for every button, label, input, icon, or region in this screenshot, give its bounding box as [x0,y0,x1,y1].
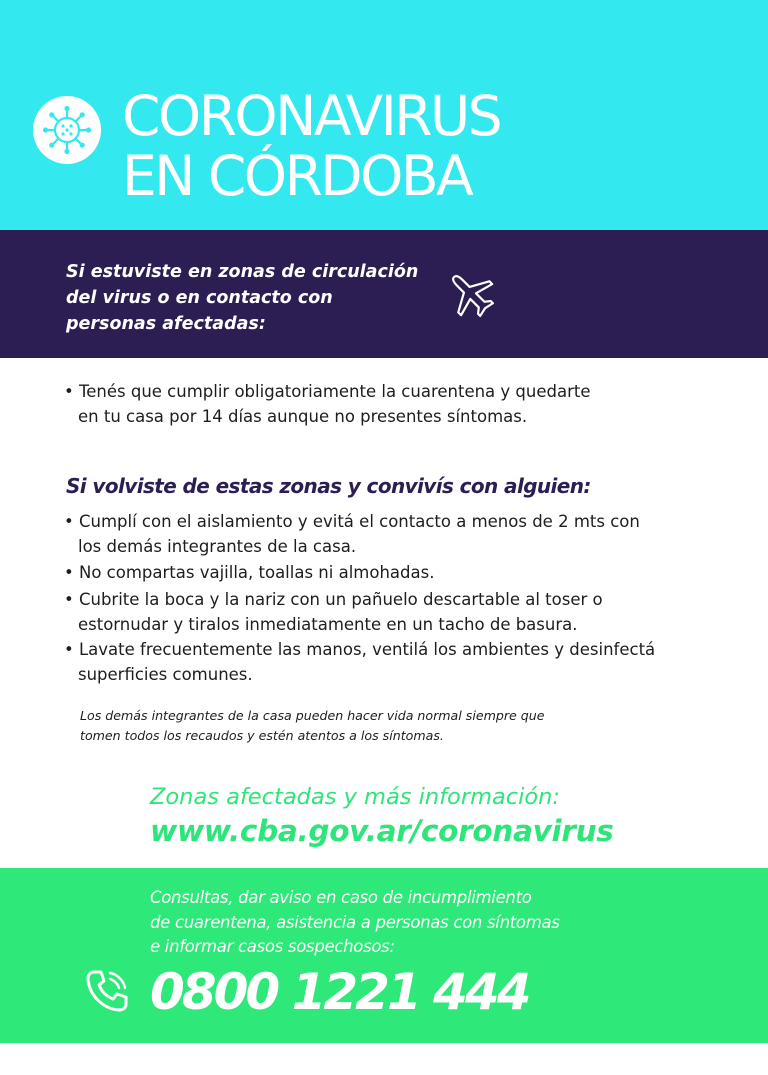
note-line: tomen todos los recaudos y estén atentos a los síntomas. [80,727,444,743]
bullet-line: los demás integrantes de la casa. [78,537,357,556]
band-line: personas afectadas: [66,314,266,334]
phone-icon [84,968,130,1018]
list-item [64,509,640,559]
cohabitation-heading: Si volviste de estas zonas y convivís con alguien: [66,474,591,498]
info-url-link[interactable]: www.cba.gov.ar/coronavirus [150,814,614,848]
footer-line: e informar casos sospechosos: [150,937,395,956]
footer-line: de cuarentena, asistencia a personas con síntomas [150,912,560,932]
bullet-line: en tu casa por 14 días aunque no presentes síntomas. [78,407,528,426]
list-item [64,637,655,687]
bullet-line: • No compartas vajilla, toallas ni almohadas. [64,563,435,582]
page-title [122,86,500,206]
title-line: CORONAVIRUS [122,84,501,148]
title-line: EN CÓRDOBA [122,144,472,208]
bullet-line: • Tenés que cumplir obligatoriamente la cuarentena y quedarte [64,382,591,401]
airplane-icon [443,266,499,326]
bullet-line: • Cumplí con el aislamiento y evitá el contacto a menos de 2 mts con [64,512,640,531]
footer-text [150,886,560,960]
note-line: Los demás integrantes de la casa pueden hacer vida normal siempre que [80,708,545,723]
info-label: Zonas afectadas y más información: [150,784,561,810]
coronavirus-icon [33,96,101,164]
list-item [64,560,434,585]
phone-number[interactable]: 0800 1221 444 [150,963,529,1021]
list-item [64,587,603,637]
travel-warning-text [66,259,418,337]
bullet-line: • Cubrite la boca y la nariz con un pañuelo descartable al toser o [64,590,603,609]
footer-line: Consultas, dar aviso en caso de incumplimiento [150,888,532,907]
household-note [80,706,545,745]
bullet-line: superficies comunes. [78,665,253,684]
bullet-line: • Lavate frecuentemente las manos, ventilá los ambientes y desinfectá [64,640,656,659]
bullet-line: estornudar y tiralos inmediatamente en un tacho de basura. [78,615,578,634]
band-line: Si estuviste en zonas de circulación [66,262,419,282]
band-line: del virus o en contacto con [66,288,333,308]
quarantine-bullet [64,379,591,429]
